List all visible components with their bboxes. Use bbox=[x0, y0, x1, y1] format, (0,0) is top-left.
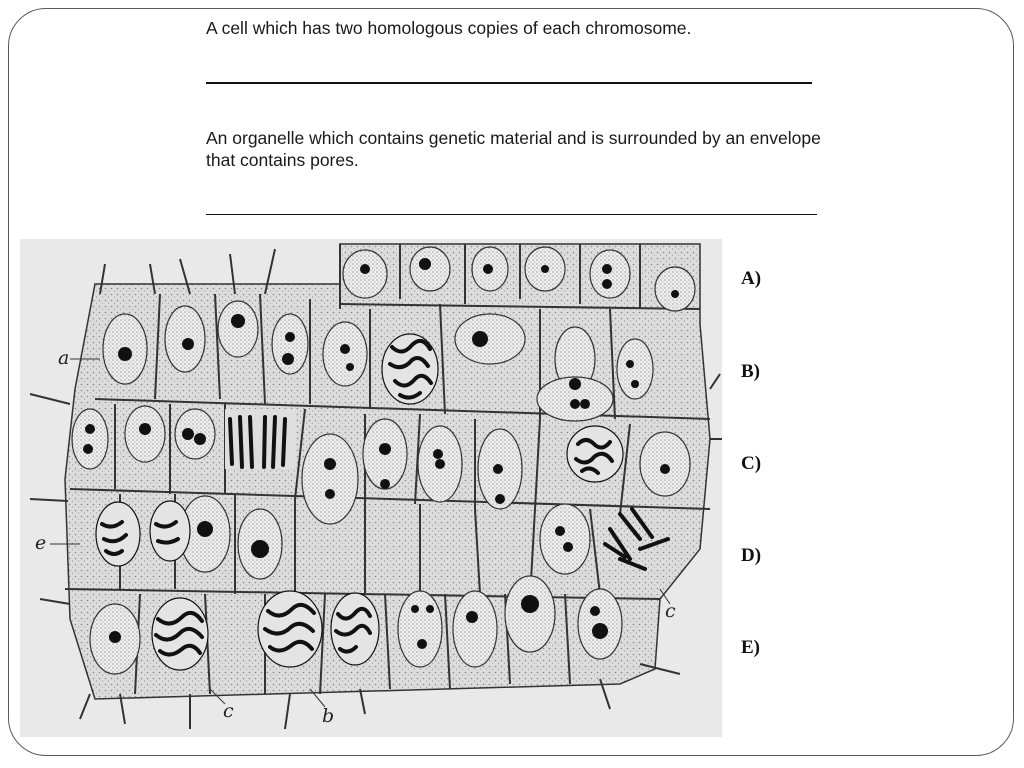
onion-root-tip-illustration bbox=[20, 239, 722, 737]
label-c-right: c bbox=[665, 600, 676, 622]
answer-line-1[interactable] bbox=[206, 82, 812, 84]
label-e: e bbox=[35, 532, 47, 554]
option-c[interactable]: C) bbox=[741, 453, 762, 474]
label-a: a bbox=[58, 347, 70, 369]
option-e[interactable]: E) bbox=[741, 637, 760, 658]
option-b[interactable]: B) bbox=[741, 361, 760, 382]
label-c-bottom: c bbox=[223, 700, 234, 722]
question-1-text: A cell which has two homologous copies of each chromosome. bbox=[206, 18, 692, 38]
cell-division-micrograph bbox=[20, 239, 722, 737]
label-b: b bbox=[322, 705, 335, 727]
answer-line-2[interactable] bbox=[206, 214, 817, 215]
option-d[interactable]: D) bbox=[741, 545, 762, 566]
question-2-text: An organelle which contains genetic material and is surrounded by an envelope that contains pores. bbox=[206, 128, 821, 170]
option-a[interactable]: A) bbox=[741, 268, 762, 289]
